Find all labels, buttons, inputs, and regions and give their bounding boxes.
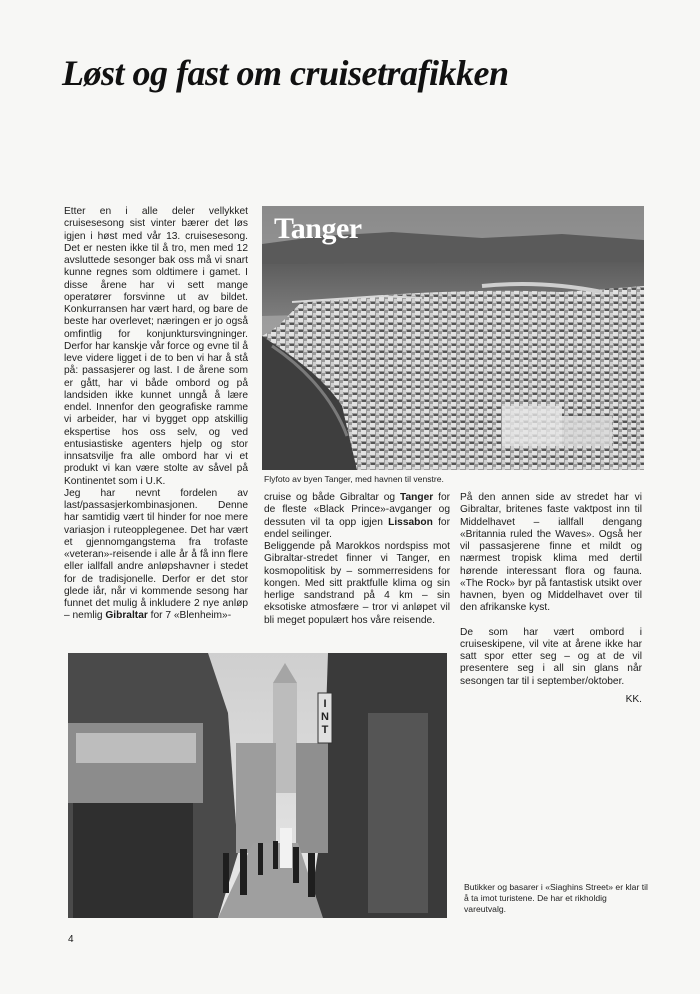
paragraph-tanger: Beliggende på Marokkos nordspiss mot Gibraltar-stredet finner vi Tanger, en kosmopolitisk by – sommerresidens for kongen. Med sitt praktfulle klima og sin herlige sandstrand på 4 km – sin eksotiske atmosfære – tror vi anløpet vil bli meget populært hos våre reisende. <box>264 541 450 626</box>
tanger-aerial-photo <box>262 206 644 470</box>
paragraph-intro: Etter en i alle deler vellykket cruisesesong sist vinter bærer det løs igjen i høst med vår 13. cruisesesong. Det er nesten ikke til å tro, men med 12 avsluttede sesonger bak oss må vi snart kunne regnes som oldtimere i gamet. I disse årene har vi sett mange operatører forsvinne ut av bildet. Konkurransen har vært hard, og bare de beste har overlevet; næringen er jo også omfintlig for konjunktursvingninger. Derfor har kanskje vår force og evne til å leve videre ligget i de to ben vi har å stå på: passasjerer og last. I de årene som er gått, har vi både ombord og på landsiden ikke kunnet unngå å lære endel. Innenfor den geografiske ramme vi arbeider, har vi bygget opp atskillig ekspertise hos oss selv, og ved entusiastiske agenters hjelp og stor innsatsvilje fra alle ombord har vi et produkt vi kan være stolte av såvel på Kontinentet som i U.K. <box>64 206 248 487</box>
paragraph-gibraltar: På den annen side av stredet har vi Gibraltar, britenes faste vaktpost inn til Middelhavet – iallfall dengang «Britannia ruled the Waves». Også her vil passasjerene finne et mildt og nærmest tropisk klima med dertil hørende interessant flora og fauna. «The Rock» byr på fantastisk utsikt over havnen, byen og Middelhavet over til den afrikanske kyst. <box>460 492 642 614</box>
bold-tanger: Tanger <box>400 492 434 503</box>
bold-gibraltar: Gibraltar <box>105 610 148 622</box>
tanger-photo-label: Tanger <box>274 212 362 245</box>
page-number: 4 <box>68 934 74 945</box>
tanger-photo-caption: Flyfoto av byen Tanger, med havnen til venstre. <box>264 474 444 484</box>
article-column-3 <box>460 492 642 706</box>
article-title: Løst og fast om cruisetrafikken <box>62 53 509 93</box>
article-column-1 <box>64 206 248 623</box>
shop-sign-letter: I <box>323 698 327 710</box>
street-photo-caption: Butikker og basarer i «Siaghins Street» er klar til å ta imot turistene. De har et rikholdig vareutvalg. <box>464 882 648 914</box>
author-signature: KK. <box>625 693 642 705</box>
street-photo-illustration <box>68 653 447 918</box>
paragraph-closing: De som har vært ombord i cruiseskipene, vil vite at årene ikke har satt spor etter seg – og at de vil presentere seg i all sin glans når sesongen tar til i september/oktober. <box>460 626 642 687</box>
shop-sign-letter: T <box>321 724 329 736</box>
bold-lissabon: Lissabon <box>388 516 433 528</box>
paragraph-routes: cruise og både Gibraltar og Tanger for de fleste «Black Prince»-avganger og dessuten vil ta opp igjen Lissabon for endel seilinger. <box>264 492 450 540</box>
street-photo <box>68 653 447 918</box>
shop-sign-letter: N <box>321 711 329 723</box>
article-column-2 <box>264 492 450 627</box>
paragraph-cargo: Jeg har nevnt fordelen av last/passasjerkombinasjonen. Denne har samtidig vært til hinder for noe mere variasjon i ruteopplegenee. Det har vært et gjennomgangstema fra trofaste «veteran»-reisende i alle år å få inn flere eller iallfall andre anløpshavner i stedet for de tradisjonelle. Derfor er det stor glede iår, når vi kommende sesong har funnet det mulig å inkludere 2 nye anløp – nemlig Gibraltar for 7 «Blenheim»- <box>64 487 248 622</box>
